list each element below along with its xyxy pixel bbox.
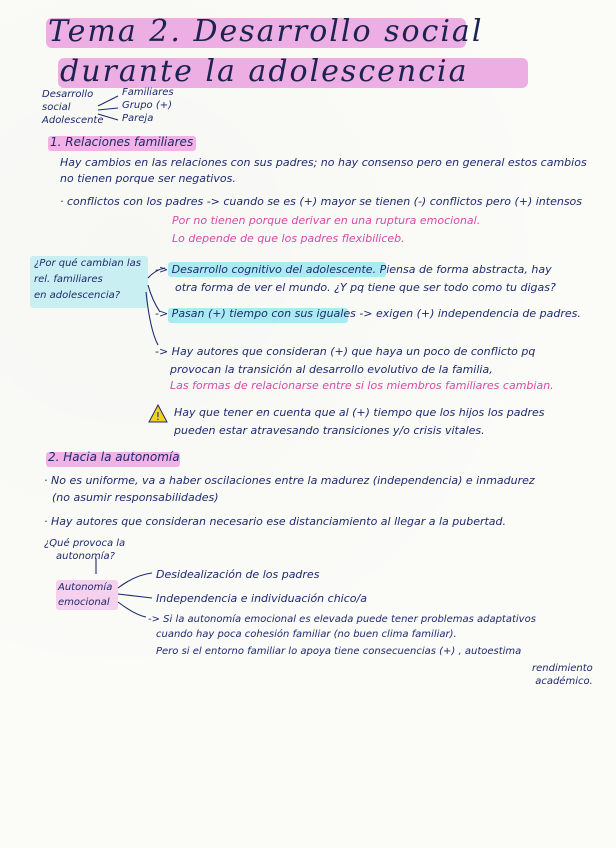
s2-p1-line2: (no asumir responsabilidades) xyxy=(52,491,219,504)
s1-warn-line1: Hay que tener en cuenta que al (+) tiempo que los hijos los padres xyxy=(174,406,545,419)
intro-right-3: Pareja xyxy=(122,113,154,124)
s1-q-line2: rel. familiares xyxy=(34,274,103,285)
intro-left-1: Desarrollo xyxy=(42,89,94,100)
section1-bullet3-pink: Las formas de relacionarse entre si los miembros familiares cambian. xyxy=(170,379,554,392)
s2-r3-line2: cuando hay poca cohesión familiar (no buen clima familiar). xyxy=(156,629,457,640)
s1-warn-line2: pueden estar atravesando transiciones y/o crisis vitales. xyxy=(174,424,485,437)
intro-left-3: Adolescente xyxy=(42,115,104,126)
section2-r4: Pero si el entorno familiar lo apoya tiene consecuencias (+) , autoestima xyxy=(156,646,522,657)
s1-b1-line1: -> Desarrollo cognitivo del adolescente. Piensa de forma abstracta, hay xyxy=(155,263,552,276)
section1-bullet2: -> Pasan (+) tiempo con sus iguales -> exigen (+) independencia de padres. xyxy=(155,307,581,320)
s1-b3-line2: provocan la transición al desarrollo evolutivo de la familia, xyxy=(170,363,493,376)
section1-pink-note2: Lo depende de que los padres flexibiliceb. xyxy=(172,232,405,245)
section2-r2: Independencia e individuación chico/a xyxy=(156,592,367,605)
page-title-line2: durante la adolescencia xyxy=(60,54,469,89)
autonomy-label-line2: emocional xyxy=(58,597,110,608)
s2-r3-line1: -> Si la autonomía emocional es elevada puede tener problemas adaptativos xyxy=(148,614,536,625)
page-title-line1: Tema 2. Desarrollo social xyxy=(48,14,484,49)
s2-r4b-line1: rendimiento xyxy=(532,663,593,674)
section2-heading: 2. Hacia la autonomía xyxy=(48,450,180,464)
section1-pink-note1: Por no tienen porque derivar en una ruptura emocional. xyxy=(172,214,481,227)
s2-q-line1: ¿Qué provoca la xyxy=(44,538,126,549)
section1-conflicts: · conflictos con los padres -> cuando se es (+) mayor se tienen (-) conflictos pero (+) intensos xyxy=(60,195,583,208)
intro-right-2: Grupo (+) xyxy=(122,100,173,111)
intro-right-1: Familiares xyxy=(122,87,174,98)
s2-q-line2: autonomía? xyxy=(56,551,115,562)
intro-left-2: social xyxy=(42,102,71,113)
s1-q-line1: ¿Por qué cambian las xyxy=(34,258,142,269)
svg-text:!: ! xyxy=(155,410,161,423)
s2-r4b-line2: académico. xyxy=(535,676,593,687)
section1-heading: 1. Relaciones familiares xyxy=(50,135,194,149)
s2-p1-line1: · No es uniforme, va a haber oscilaciones entre la madurez (independencia) e inmadurez xyxy=(44,474,535,487)
section2-paragraph2: · Hay autores que consideran necesario ese distanciamiento al llegar a la pubertad. xyxy=(44,515,507,528)
autonomy-label-line1: Autonomía xyxy=(58,582,113,593)
s1-p1-line1: Hay cambios en las relaciones con sus padres; no hay consenso pero en general estos cambios xyxy=(60,156,587,169)
s1-p1-line2: no tienen porque ser negativos. xyxy=(60,172,236,185)
s1-b1-line2: otra forma de ver el mundo. ¿Y pq tiene que ser todo como tu digas? xyxy=(175,281,556,294)
section2-r1: Desidealización de los padres xyxy=(156,568,320,581)
s1-q-line3: en adolescencia? xyxy=(34,290,121,301)
s1-b3-line1: -> Hay autores que consideran (+) que haya un poco de conflicto pq xyxy=(155,345,536,358)
